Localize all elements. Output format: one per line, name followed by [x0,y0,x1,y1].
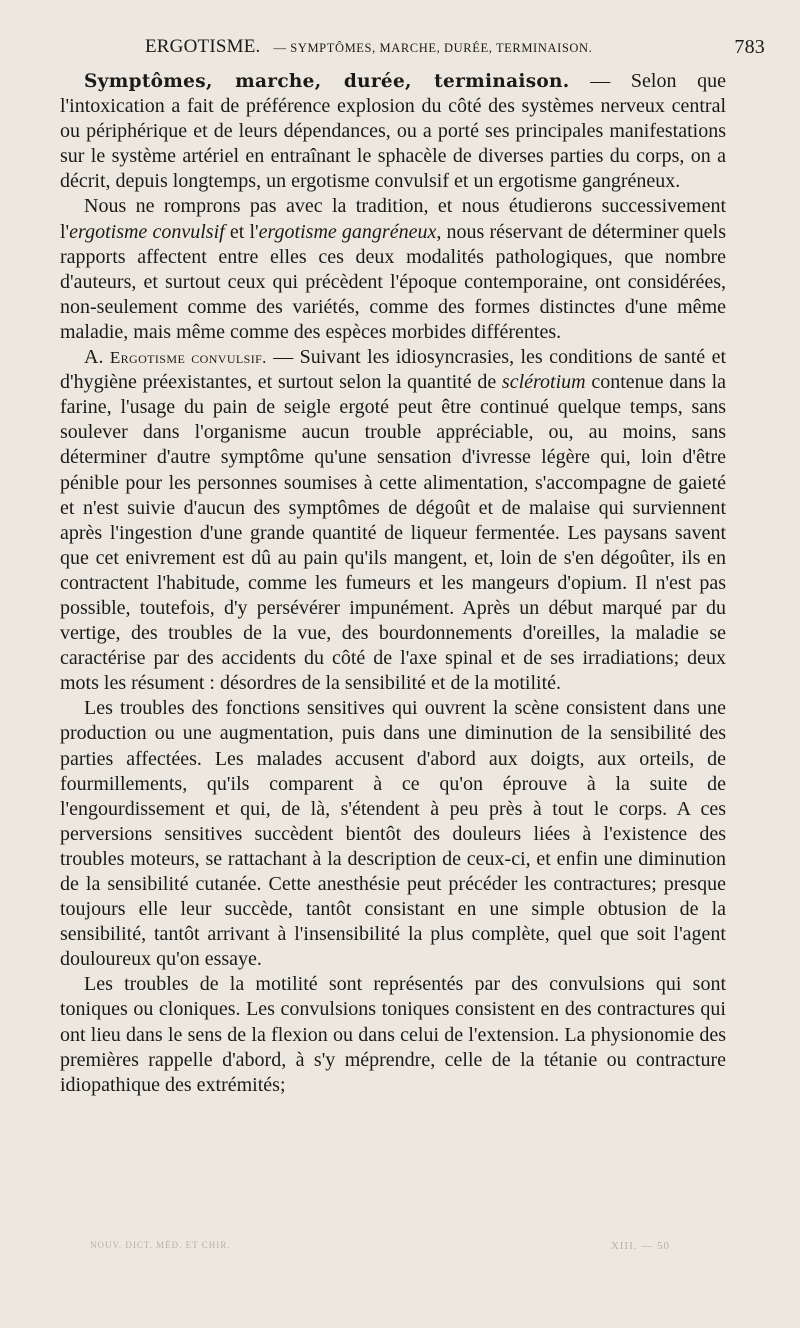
subsection-label: A. [84,346,104,369]
emphasis-convulsif: ergotisme convulsif [69,220,225,243]
paragraph-1 [60,69,726,194]
footer-right: XIII. — 50 [610,1240,670,1252]
paragraph-3 [60,345,726,696]
subsection-heading: Ergotisme convulsif. [109,348,267,368]
paragraph-2-text-a: Nous ne romprons pas avec la tradition, et nous étudierons successivement l' [60,195,726,243]
paragraph-2-text-c: , nous réservant de déterminer quels rapports affectent entre elles ces deux modalités pathologiques, que nombre d'auteurs, et surtout ceux qui précèdent l'époque contemporaine, ont considérées, non-seulement comme des variétés, comme des formes distinctes d'une même maladie, mais même comme des espèces morbides différentes. [60,220,726,343]
emphasis-gangreneux: ergotisme gangréneux [258,220,437,243]
paragraph-2 [60,194,726,345]
header-subtitle: — SYMPTÔMES, MARCHE, DURÉE, TERMINAISON. [273,41,593,55]
running-header [145,36,765,58]
signature-footer [90,1240,700,1250]
paragraph-5: Les troubles de la motilité sont représentés par des convulsions qui sont toniques ou cloniques. Les convulsions toniques consistent en des contractures qui ont lieu dans le sens de la flexion ou dans celui de l'extension. La physionomie des premières rappelle d'abord, à s'y méprendre, celle de la tétanie ou contracture idiopathique des extrémités; [60,973,726,1096]
paragraph-2-text-b: et l' [224,220,259,243]
emphasis-sclerotium: sclérotium [501,371,586,394]
page-number: 783 [734,36,765,58]
paragraph-3-text-a: — Suivant les idiosyncrasies, les conditions de santé et d'hygiène préexistantes, et surtout selon la quantité de [60,346,727,394]
paragraph-3-text-b: contenue dans la farine, l'usage du pain de seigle ergoté peut être continué quelque temps, sans soulever dans l'organisme aucun trouble appréciable, ou, au moins, sans déterminer d'autre symptôme qu'une sensation d'ivresse légère qui, loin d'être pénible pour les personnes soumises à cette alimentation, s'accompagne de gaieté et n'est suivie d'aucun des symptômes de dégoût et de malaise qui surviennent après l'ingestion d'une grande quantité de liqueur fermentée. Les paysans savent que cet enivrement est dû au pain qu'ils mangent, et, loin de s'en dégoûter, ils en contractent l'habitude, comme les fumeurs et les mangeurs d'opium. Il n'est pas possible, toutefois, d'y persévérer impunément. Après un début marqué par du vertige, des troubles de la vue, des bourdonnements d'oreilles, la maladie se caractérise par des accidents du côté de l'axe spinal et de ses irradiations; deux mots les résument : désordres de la sensibilité et de la motilité. [60,371,727,695]
paragraph-4: Les troubles des fonctions sensitives qui ouvrent la scène consistent dans une production ou une augmentation, puis dans une diminution de la sensibilité des parties affectées. Les malades accusent d'abord aux doigts, aux orteils, de fourmillements, qu'ils comparent à ce qu'on éprouve à la suite de l'engourdissement et qui, de là, s'étendent à peu près à tout le corps. A ces perversions sensitives succèdent bientôt des douleurs liées à l'existence des troubles moteurs, se rattachant à la description de ceux-ci, et enfin une diminution de la sensibilité cutanée. Cette anesthésie peut précéder les contractures; presque toujours elle leur succède, tantôt consistant en une simple obtusion de la sensibilité, tantôt arrivant à l'insensibilité la plus complète, quel que soit l'agent douloureux qu'on essaye. [60,697,726,971]
section-heading: Symptômes, marche, durée, terminaison. [84,71,570,92]
header-title: ERGOTISME. [145,36,261,57]
footer-left: NOUV. DICT. MÉD. ET CHIR. [90,1240,231,1250]
paragraph-1-text: — Selon que l'intoxication a fait de préférence explosion du côté des systèmes nerveux central ou périphérique et de leurs dépendances, ou a porté ses principales manifestations sur le système artériel en entraînant le sphacèle de diverses parties du corps, on a décrit, depuis longtemps, un ergotisme convulsif et un ergotisme gangréneux. [60,70,726,193]
body-text [60,69,726,1098]
